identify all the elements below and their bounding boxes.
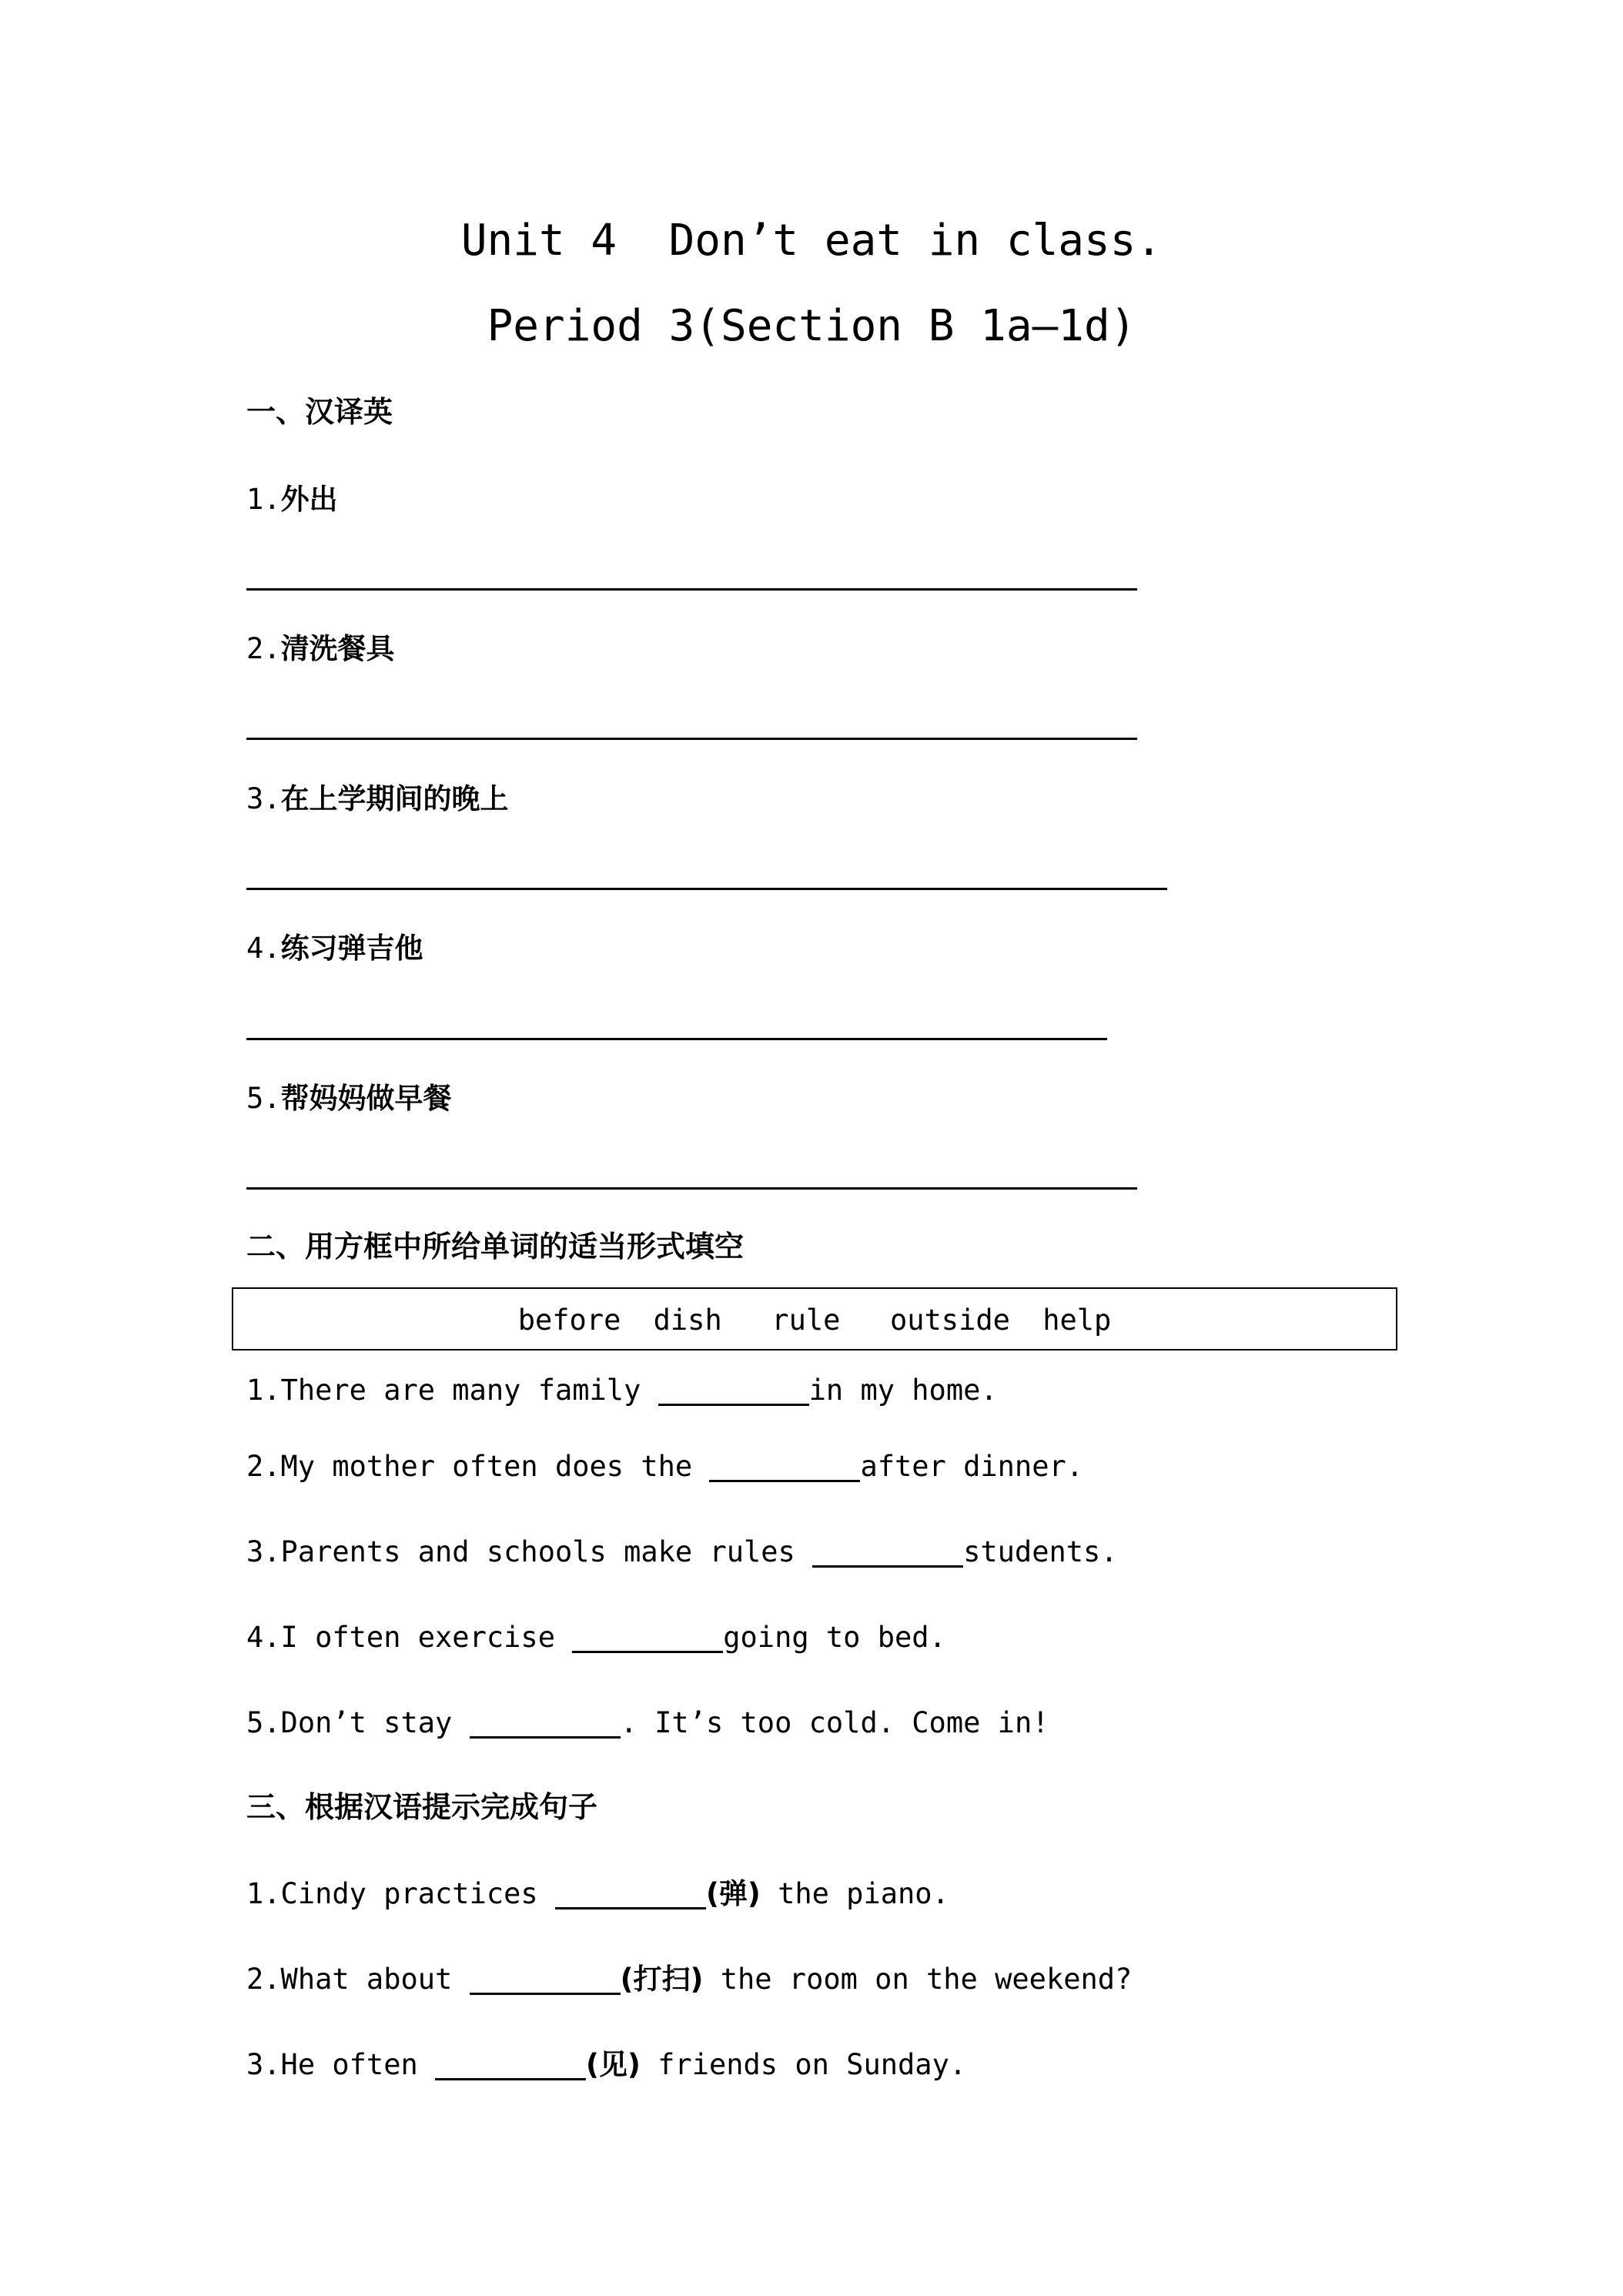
s2-blank-3[interactable] xyxy=(812,1538,963,1568)
s1-item-3-num: 3. xyxy=(246,782,281,815)
s2-item-1-text: 1.There are many family xyxy=(246,1374,658,1407)
s2-item-3-tail: students. xyxy=(963,1535,1118,1568)
s2-item-5-text: 5.Don’t stay xyxy=(246,1706,470,1739)
s2-item-1-tail: in my home. xyxy=(808,1374,998,1407)
s1-answer-line-1[interactable] xyxy=(246,588,1137,591)
s1-item-3 xyxy=(246,782,509,815)
s1-item-1 xyxy=(246,485,338,514)
s3-item-1-text: 1.Cindy practices xyxy=(246,1877,555,1910)
s1-item-4 xyxy=(246,932,423,965)
s2-blank-2[interactable] xyxy=(709,1452,860,1482)
s1-answer-line-5[interactable] xyxy=(246,1187,1137,1190)
s1-item-5-num: 5. xyxy=(246,1082,281,1115)
word-dish: dish xyxy=(653,1304,722,1337)
s3-item-1-tail: the piano. xyxy=(760,1877,949,1910)
s1-item-5-text: 帮妈妈做早餐 xyxy=(280,1082,452,1115)
s2-item-3-text: 3.Parents and schools make rules xyxy=(246,1535,813,1568)
s2-item-1 xyxy=(246,1374,998,1407)
s1-answer-line-4[interactable] xyxy=(246,1038,1107,1040)
page-subtitle: Period 3(Section B 1a—1d) xyxy=(487,301,1136,351)
section-1-heading: 一、汉译英 xyxy=(246,395,393,429)
s2-item-2-text: 2.My mother often does the xyxy=(246,1450,710,1483)
s3-blank-1[interactable] xyxy=(555,1879,706,1909)
s1-item-4-num: 4. xyxy=(246,932,281,965)
s3-item-3-hint: (见) xyxy=(586,2048,641,2081)
s1-item-2-num: 2. xyxy=(246,632,281,665)
s1-item-4-text: 练习弹吉他 xyxy=(280,932,423,965)
word-rule: rule xyxy=(771,1304,841,1337)
s3-item-3 xyxy=(246,2050,966,2079)
section-3-heading: 三、根据汉语提示完成句子 xyxy=(246,1790,598,1824)
word-outside: outside xyxy=(889,1304,1010,1337)
s3-item-3-text: 3.He often xyxy=(246,2048,436,2081)
s3-item-1-hint: (弹) xyxy=(705,1877,761,1910)
s3-item-1 xyxy=(246,1879,949,1908)
word-box xyxy=(232,1287,1397,1350)
s3-item-2 xyxy=(246,1963,1133,1996)
s1-answer-line-3[interactable] xyxy=(246,888,1167,890)
s3-blank-3[interactable] xyxy=(435,2050,586,2080)
s2-item-4 xyxy=(246,1623,946,1652)
s3-blank-2[interactable] xyxy=(470,1965,621,1995)
s3-item-2-tail: the room on the weekend? xyxy=(703,1963,1133,1996)
s1-item-1-text: 外出 xyxy=(280,483,338,516)
s1-item-3-text: 在上学期间的晚上 xyxy=(280,782,509,815)
s2-item-3 xyxy=(246,1535,1118,1568)
s3-item-3-tail: friends on Sunday. xyxy=(640,2048,967,2081)
s3-item-2-hint: (打扫) xyxy=(620,1963,704,1996)
s2-item-2 xyxy=(246,1452,1083,1481)
s3-item-2-text: 2.What about xyxy=(246,1963,470,1996)
page-title: Unit 4 Don’t eat in class. xyxy=(460,216,1163,266)
s1-answer-line-2[interactable] xyxy=(246,738,1137,740)
s2-item-2-tail: after dinner. xyxy=(860,1450,1084,1483)
s2-item-5-tail: . It’s too cold. Come in! xyxy=(620,1706,1049,1739)
s2-blank-1[interactable] xyxy=(658,1376,809,1406)
s1-item-2-text: 清洗餐具 xyxy=(280,632,395,665)
section-2-heading: 二、用方框中所给单词的适当形式填空 xyxy=(246,1230,745,1263)
s2-blank-4[interactable] xyxy=(572,1623,723,1653)
s1-item-5 xyxy=(246,1084,452,1113)
s1-item-1-num: 1. xyxy=(246,483,281,516)
word-before: before xyxy=(517,1304,621,1337)
s2-item-4-tail: going to bed. xyxy=(723,1621,946,1654)
s2-item-4-text: 4.I often exercise xyxy=(246,1621,573,1654)
s1-item-2 xyxy=(246,634,395,663)
word-help: help xyxy=(1042,1304,1112,1337)
s2-blank-5[interactable] xyxy=(470,1709,621,1739)
s2-item-5 xyxy=(246,1706,1049,1739)
